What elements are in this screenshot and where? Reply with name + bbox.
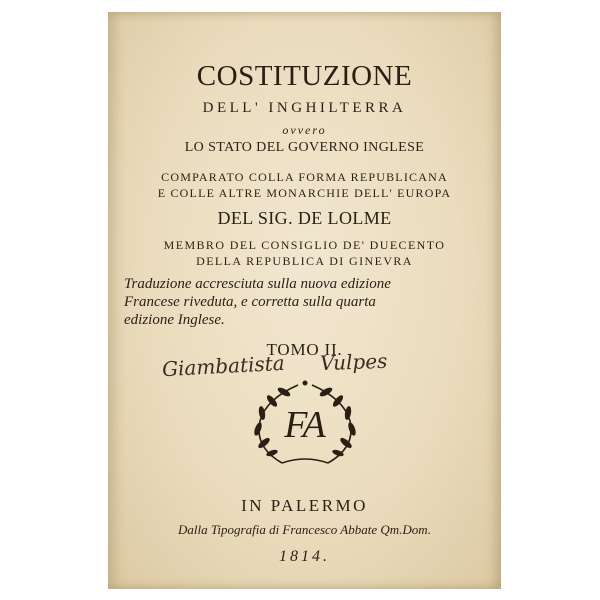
laurel-wreath-monogram-icon — [220, 377, 390, 467]
author-line: DEL SIG. DE LOLME — [217, 208, 392, 228]
title-page — [108, 12, 501, 589]
monogram-text: FA — [284, 404, 326, 446]
publication-year: 1814. — [279, 548, 330, 565]
book-title: COSTITUZIONE — [196, 60, 413, 92]
book-subtitle: DELL' INGHILTERRA — [202, 100, 407, 116]
handwritten-surname: Vulpes — [319, 348, 388, 376]
ovvero-text: ovvero — [282, 123, 327, 137]
traduzione-line-2: Francese riveduta, e corretta sulla quarta — [124, 294, 376, 310]
place-of-publication: IN PALERMO — [241, 496, 368, 515]
stato-line: LO STATO DEL GOVERNO INGLESE — [184, 140, 425, 155]
traduzione-line-1: Traduzione accresciuta sulla nuova edizione — [124, 276, 391, 292]
printer-line: Dalla Tipografia di Francesco Abbate Qm.Dom. — [178, 522, 431, 537]
membro-line-2: DELLA REPUBLICA DI GINEVRA — [196, 254, 413, 268]
comparato-line-1: COMPARATO COLLA FORMA REPUBLICANA — [161, 170, 448, 184]
handwritten-first-name: Giambatista — [161, 350, 286, 382]
volume-number: TOMO II. — [266, 340, 343, 359]
membro-line-1: MEMBRO DEL CONSIGLIO DE' DUECENTO — [163, 238, 446, 252]
comparato-line-2: E COLLE ALTRE MONARCHIE DELL' EUROPA — [157, 186, 452, 200]
traduzione-line-3: edizione Inglese. — [124, 312, 225, 328]
